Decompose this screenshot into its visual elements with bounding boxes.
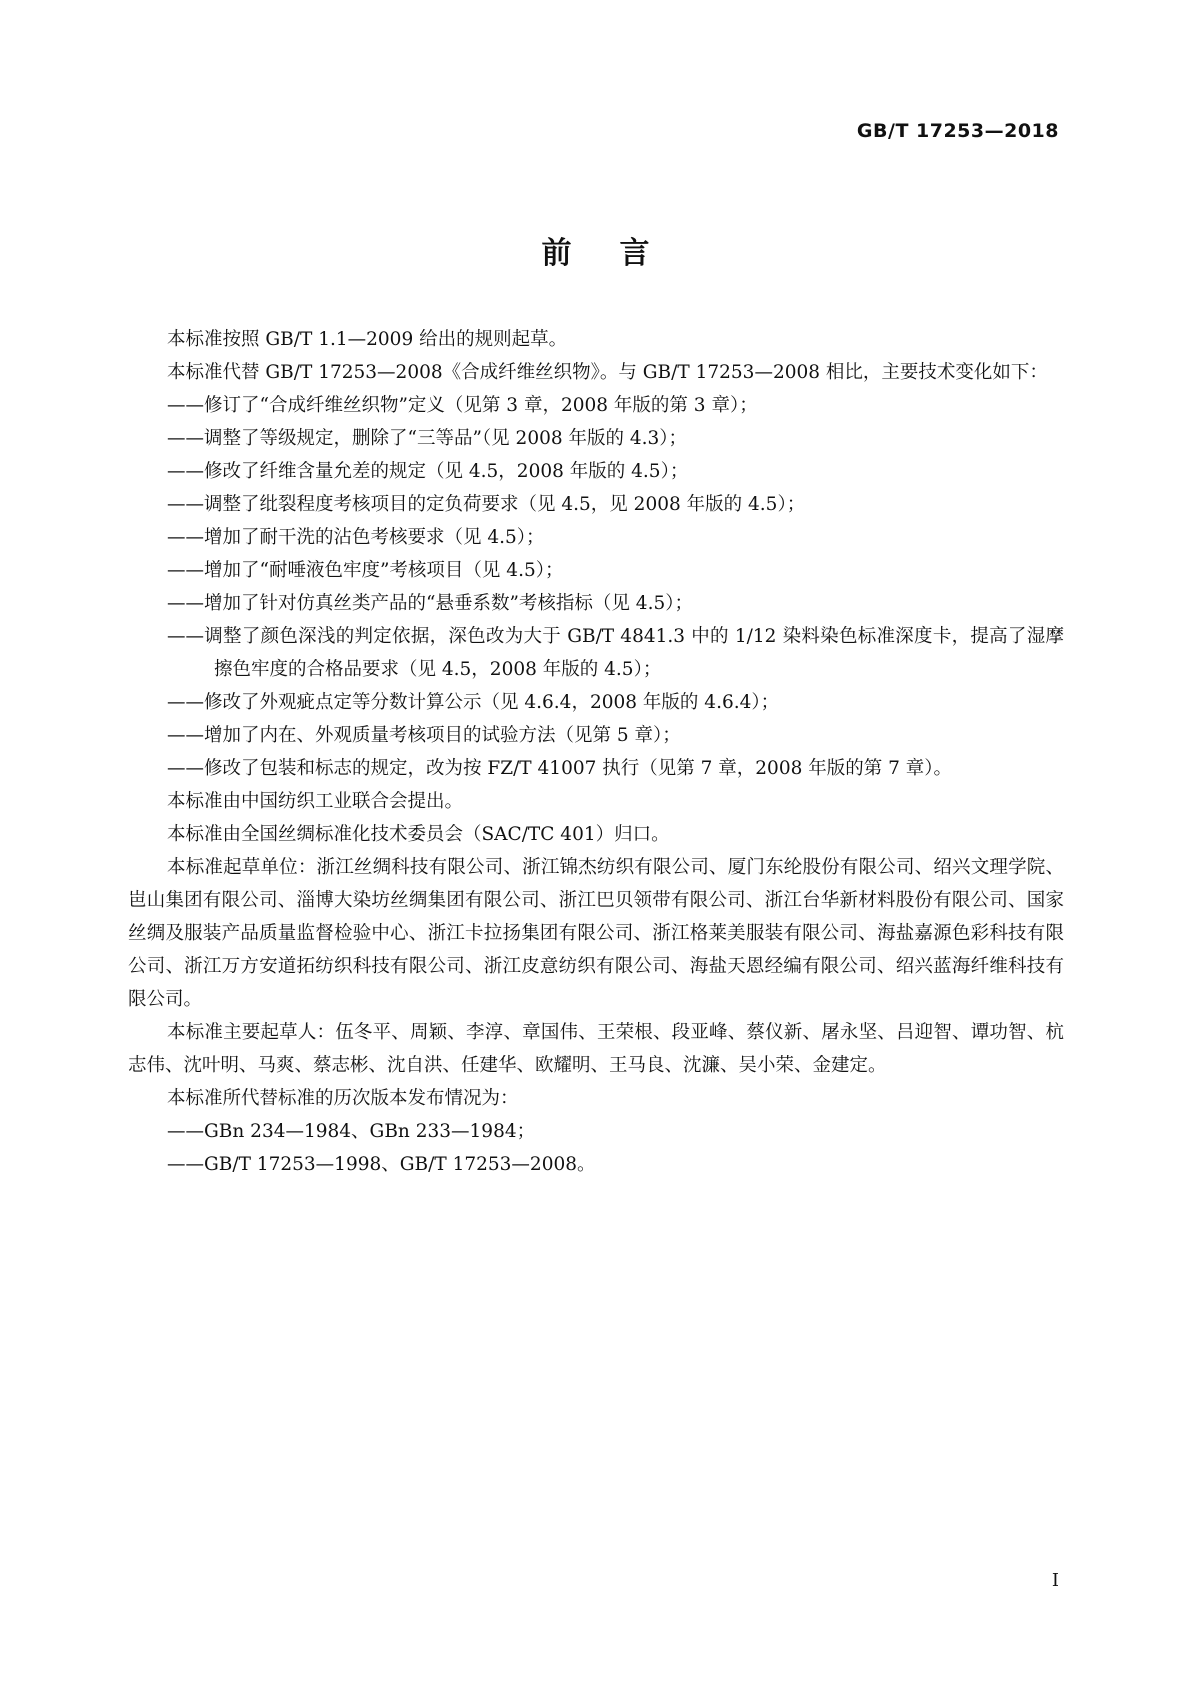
paragraph: 本标准由中国纺织工业联合会提出。 bbox=[167, 791, 464, 812]
paragraph: 本标准按照 GB/T 1.1—2009 给出的规则起草。 bbox=[167, 329, 568, 350]
page-title: 前言 bbox=[541, 236, 698, 271]
standard-number: GB/T 17253—2018 bbox=[856, 120, 1059, 142]
paragraph: 本标准代替 GB/T 17253—2008《合成纤维丝织物》。与 GB/T 17253—2008 相比，主要技术变化如下： bbox=[167, 362, 1048, 383]
list-item: ——增加了“耐唾液色牢度”考核项目（见 4.5）； bbox=[167, 560, 564, 581]
paragraph: 本标准所代替标准的历次版本发布情况为： bbox=[167, 1088, 519, 1109]
paragraph: 本标准起草单位：浙江丝绸科技有限公司、浙江锦杰纺织有限公司、厦门东纶股份有限公司、绍兴文理学院、岜山集团有限公司、淄博大染坊丝绸集团有限公司、浙江巴贝领带有限公司、浙江台华新材料股份有限公司、国家丝绸及服装产品质量监督检验中心、浙江卡拉扬集团有限公司、浙江格莱美服装有限公司、海盐嘉源色彩科技有限公司、浙江万方安道拓纺织科技有限公司、浙江皮意纺织有限公司、海盐天恩经编有限公司、绍兴蓝海纤维科技有限公司。 bbox=[128, 857, 1064, 1010]
list-item: ——增加了针对仿真丝类产品的“悬垂系数”考核指标（见 4.5）； bbox=[167, 593, 693, 614]
list-item: ——修改了纤维含量允差的规定（见 4.5，2008 年版的 4.5）； bbox=[167, 461, 689, 482]
list-item: ——修改了外观疵点定等分数计算公示（见 4.6.4，2008 年版的 4.6.4）； bbox=[167, 692, 780, 713]
list-item: ——调整了颜色深浅的判定依据，深色改为大于 GB/T 4841.3 中的 1/12 染料染色标准深度卡，提高了湿摩擦色牢度的合格品要求（见 4.5，2008 年版的 4.5）； bbox=[167, 626, 1064, 680]
list-item: ——增加了耐干洗的沾色考核要求（见 4.5）； bbox=[167, 527, 545, 548]
list-item: ——修改了包装和标志的规定，改为按 FZ/T 41007 执行（见第 7 章，2008 年版的第 7 章）。 bbox=[167, 758, 953, 779]
paragraph: 本标准由全国丝绸标准化技术委员会（SAC/TC 401）归口。 bbox=[167, 824, 670, 845]
page-number: I bbox=[1051, 1570, 1059, 1591]
list-item: ——GBn 234—1984、GBn 233—1984； bbox=[167, 1121, 536, 1142]
list-item: ——GB/T 17253—1998、GB/T 17253—2008。 bbox=[167, 1154, 596, 1175]
list-item: ——调整了等级规定，删除了“三等品”（见 2008 年版的 4.3）； bbox=[167, 428, 688, 449]
list-item: ——修订了“合成纤维丝织物”定义（见第 3 章，2008 年版的第 3 章）； bbox=[167, 395, 758, 416]
foreword-body bbox=[128, 323, 1064, 1181]
list-item: ——调整了纰裂程度考核项目的定负荷要求（见 4.5，见 2008 年版的 4.5）； bbox=[167, 494, 806, 515]
list-item: ——增加了内在、外观质量考核项目的试验方法（见第 5 章）； bbox=[167, 725, 681, 746]
paragraph: 本标准主要起草人：伍冬平、周颖、李淳、章国伟、王荣根、段亚峰、蔡仪新、屠永坚、吕迎智、谭功智、杭志伟、沈叶明、马爽、蔡志彬、沈自洪、任建华、欧耀明、王马良、沈濂、吴小荣、金建定。 bbox=[128, 1022, 1064, 1076]
